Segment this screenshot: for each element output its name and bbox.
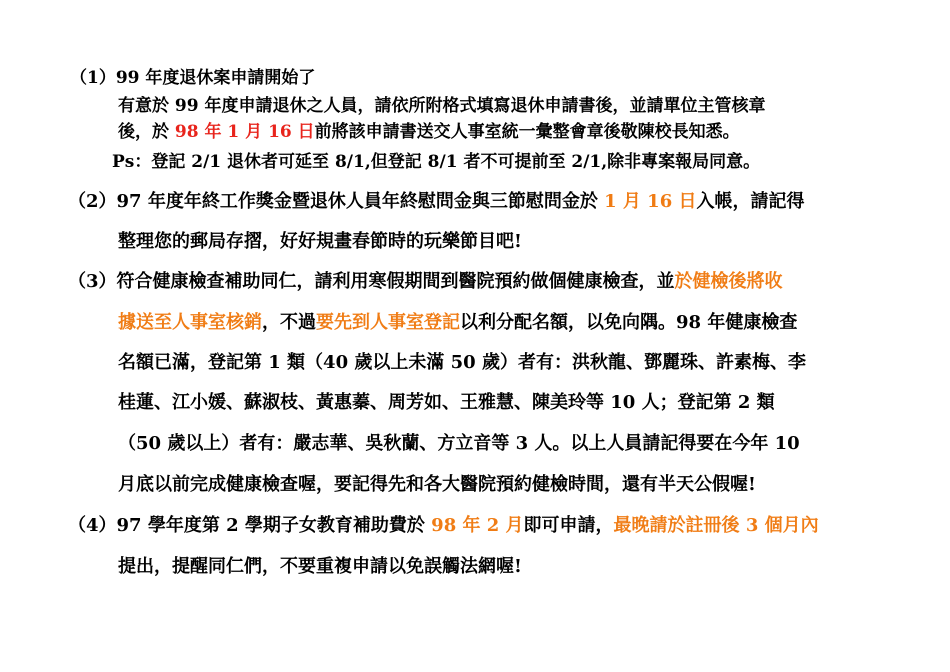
text-segment: Ps：登記 2/1 退休者可延至 8/1,但登記 8/1 者不可提前至 2/1,除非專案報局同意。 (112, 152, 761, 172)
text-segment: 入帳，請記得 (696, 191, 805, 212)
text-segment: 名額已滿，登記第 1 類（40 歲以上未滿 50 歲）者有：洪秋龍、鄧麗珠、許素梅、李 (118, 352, 806, 373)
item-4-line (118, 552, 522, 578)
text-segment: （50 歲以上）者有：嚴志華、吳秋蘭、方立音等 3 人。以上人員請記得要在今年 10 (118, 433, 800, 454)
item-1-heading (70, 63, 315, 88)
highlighted-text: 於健檢後將收 (674, 271, 783, 292)
item-3-heading (68, 267, 783, 293)
text-segment: （1）99 年度退休案申請開始了 (70, 68, 316, 88)
highlighted-text: 要先到人事室登記 (316, 312, 460, 333)
item-1-note (112, 147, 760, 172)
highlighted-text: 98 年 2 月 (431, 515, 524, 536)
text-segment: （3）符合健康檢查補助同仁，請利用寒假期間到醫院預約做個健康檢查，並 (68, 271, 675, 292)
item-2-heading (68, 187, 804, 213)
item-3-line (118, 429, 800, 455)
highlighted-text: 98 年 1 月 16 日 (174, 122, 315, 142)
text-segment: 以利分配名額，以免向隅。98 年健康檢查 (460, 312, 798, 333)
text-segment: 桂蓮、江小媛、蘇淑枝、黃惠蓁、周芳如、王雅慧、陳美玲等 10 人；登記第 2 類 (118, 392, 775, 413)
item-3-line (118, 388, 775, 414)
text-segment: 即可申請， (523, 515, 614, 536)
item-3-line (118, 348, 806, 374)
item-3-line (118, 470, 756, 496)
highlighted-text: 據送至人事室核銷 (118, 312, 262, 333)
text-segment: 月底以前完成健康檢查喔，要記得先和各大醫院預約健檢時間，還有半天公假喔! (118, 474, 756, 495)
text-segment: 提出，提醒同仁們，不要重複申請以免誤觸法網喔! (118, 556, 522, 577)
text-segment: ，不過 (262, 312, 316, 333)
text-segment: （4）97 學年度第 2 學期子女教育補助費於 (68, 515, 432, 536)
text-segment: 整理您的郵局存摺，好好規畫春節時的玩樂節目吧! (118, 231, 522, 252)
item-1-line (118, 91, 766, 116)
item-2-line (118, 227, 522, 253)
text-segment: 前將該申請書送交人事室統一彙整會章後敬陳校長知悉。 (314, 122, 740, 142)
text-segment: （2）97 年度年終工作獎金暨退休人員年終慰問金與三節慰問金於 (68, 191, 605, 212)
text-segment: 有意於 99 年度申請退休之人員，請依所附格式填寫退休申請書後，並請單位主管核章 (118, 96, 766, 116)
item-1-line (118, 117, 740, 142)
item-4-heading (68, 511, 819, 537)
highlighted-text: 最晚請於註冊後 3 個月內 (613, 515, 819, 536)
highlighted-text: 1 月 16 日 (604, 191, 697, 212)
item-3-line (118, 308, 797, 334)
text-segment: 後，於 (118, 122, 175, 142)
